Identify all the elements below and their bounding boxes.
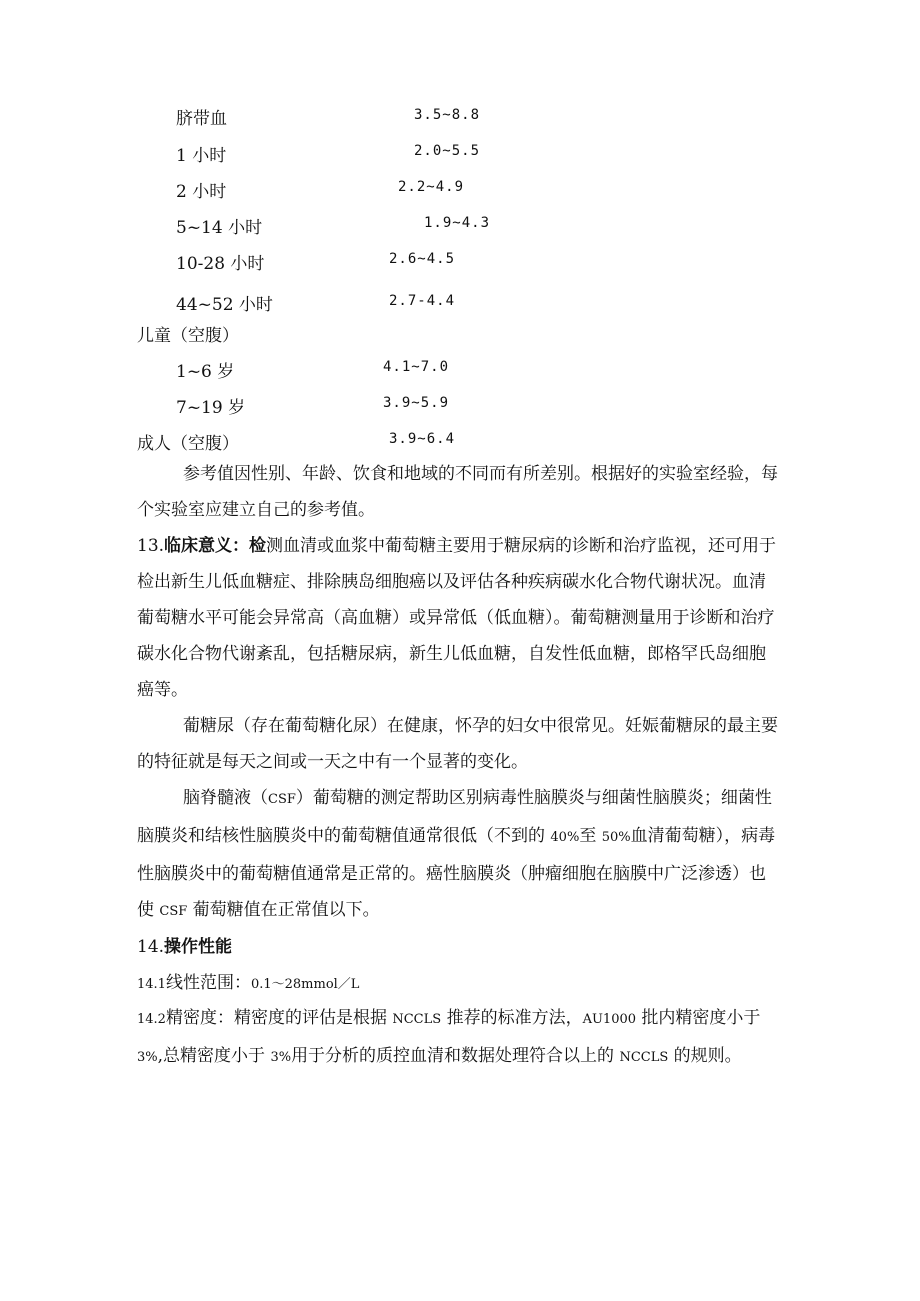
text-span: 3%: [270, 1050, 292, 1065]
item-value: 0.1～28mmol／L: [250, 977, 360, 992]
text-span: 精密度：精密度的评估是根据: [165, 1008, 393, 1028]
row-label: 5~14 小时: [176, 218, 263, 238]
text-span: NCCLS: [392, 1012, 442, 1027]
item-14-2: [137, 1000, 780, 1076]
text-span: 50%: [601, 830, 631, 845]
text-span: CSF: [268, 792, 296, 807]
item-number: 14.2: [137, 1012, 166, 1027]
item-number: 14.1: [137, 977, 166, 992]
children-heading: 儿童（空腹）: [137, 326, 239, 346]
row-label: 44~52 小时: [176, 295, 273, 315]
adult-value: 3.9~6.4: [389, 431, 456, 447]
row-value: 3.9~5.9: [383, 395, 450, 411]
text-span: 至: [579, 826, 602, 846]
text-span: CSF: [159, 904, 188, 919]
text-span: 脑脊髓液（: [183, 788, 268, 808]
text-span: 的规则。: [668, 1046, 742, 1066]
text-span: 用于分析的质控血清和数据处理符合以上的: [291, 1046, 620, 1066]
row-label: 1 小时: [176, 146, 227, 166]
row-label: 脐带血: [176, 109, 227, 129]
row-value: 2.0~5.5: [414, 143, 481, 159]
reference-note: 参考值因性别、年龄、饮食和地域的不同而有所差别。根据好的实验室经验，每个实验室应建立自己的参考值。: [137, 464, 778, 520]
text-span: 3%: [137, 1050, 158, 1065]
row-label: 2 小时: [176, 182, 227, 202]
text-span: 葡萄糖值在正常值以下。: [187, 900, 380, 920]
section-text: 测血清或血浆中葡萄糖主要用于糖尿病的诊断和治疗监视，还可用于检出新生儿低血糖症、排除胰岛细胞癌以及评估各种疾病碳水化合物代谢状况。血清葡萄糖水平可能会异常高（高血糖）或异常低（低血糖）。葡萄糖测量用于诊断和治疗碳水化合物代谢紊乱，包括糖尿病，新生儿低血糖，自发性低血糖，郎格罕氏岛细胞癌等。: [137, 536, 777, 700]
paragraph-csf: [137, 780, 780, 930]
row-value: 3.5~8.8: [414, 107, 481, 123]
section-heading: 临床意义：检: [164, 536, 267, 556]
text-span: 血清葡萄糖），病毒性脑膜炎中的葡萄糖值通常是正常的。癌性脑膜炎（肿瘤细胞在脑膜中广泛渗透）也使: [137, 826, 776, 920]
row-label: 10-28 小时: [176, 254, 265, 274]
section-heading: 操作性能: [164, 937, 233, 957]
section-13: [137, 528, 780, 708]
row-value: 1.9~4.3: [424, 215, 491, 231]
text-span: 批内精密度小于: [636, 1008, 761, 1028]
item-text: 线性范围：: [165, 973, 251, 993]
item-14-1: [137, 968, 359, 993]
row-label: 7~19 岁: [176, 398, 246, 418]
row-value: 2.2~4.9: [398, 179, 465, 195]
row-label: 1~6 岁: [176, 362, 235, 382]
section-number: 14.: [137, 937, 165, 957]
adult-label: 成人（空腹）: [137, 434, 239, 454]
text-span: ）葡萄糖的测定帮助区别病毒性脑膜炎与细菌性脑膜炎；细菌性脑膜炎和结核性脑膜炎中的葡萄糖值通常很低（不到的: [137, 788, 772, 846]
row-value: 2.6~4.5: [389, 251, 456, 267]
text-span: 40%: [550, 830, 580, 845]
text-span: NCCLS: [619, 1050, 669, 1065]
section-number: 13.: [137, 536, 165, 556]
paragraph-glucosuria: 葡糖尿（存在葡萄糖化尿）在健康，怀孕的妇女中很常见。妊娠葡糖尿的最主要的特征就是每天之间或一天之中有一个显著的变化。: [137, 716, 778, 772]
text-span: AU1000: [582, 1012, 637, 1027]
text-span: 推荐的标准方法，: [441, 1008, 583, 1028]
row-value: 2.7-4.4: [389, 293, 456, 309]
row-value: 4.1~7.0: [383, 359, 450, 375]
section-14-heading: [137, 932, 232, 957]
text-span: ,总精密度小于: [157, 1046, 271, 1066]
